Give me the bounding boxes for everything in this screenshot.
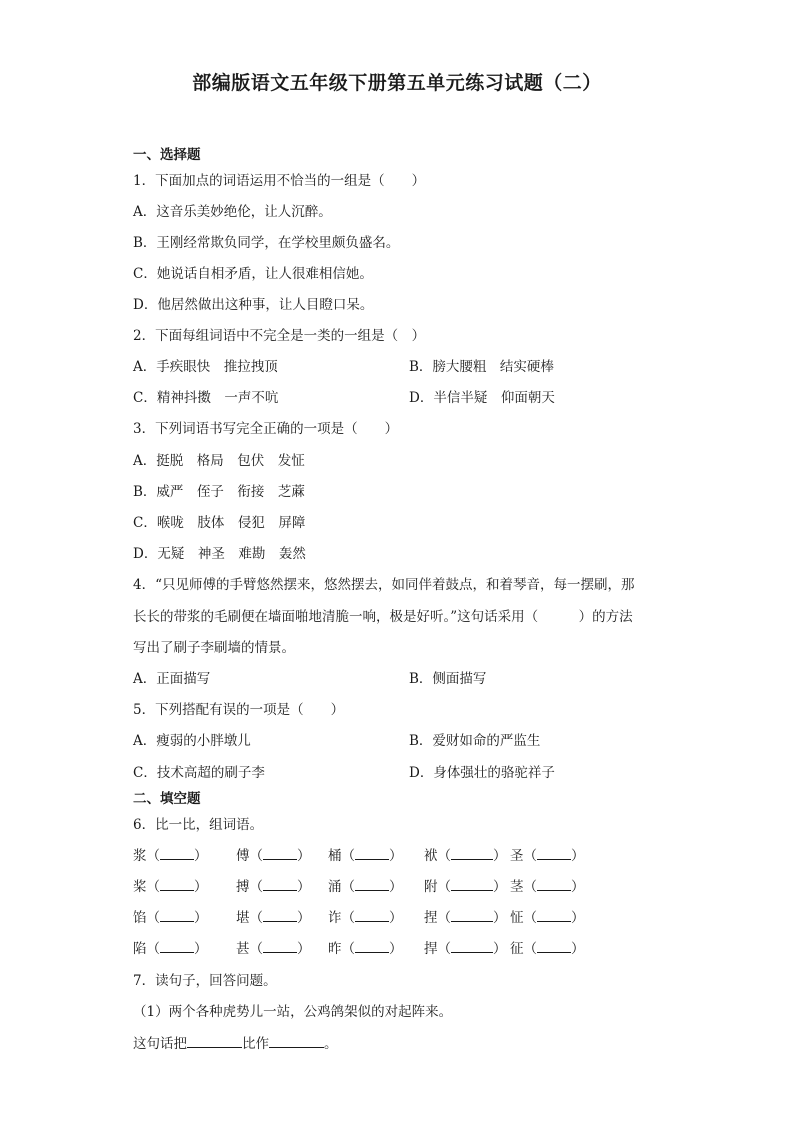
- q6-answer-blank[interactable]: [537, 847, 571, 860]
- q6-open-paren: （: [146, 848, 160, 864]
- q6-answer-blank[interactable]: [263, 940, 297, 953]
- q3-stem: 3．下列词语书写完全正确的一项是（ ）: [133, 421, 399, 437]
- q6-open-paren: （: [437, 848, 451, 864]
- q7-fill-pre: 这句话把: [133, 1036, 187, 1052]
- q6-open-paren: （: [341, 879, 355, 895]
- q4-line-1: 4．“只见师傅的手臂悠然摆来，悠然摆去，如同伴着鼓点，和着琴音，每一摆刷，那: [133, 577, 635, 593]
- q6-cell: [236, 847, 311, 865]
- q6-open-paren: （: [523, 848, 537, 864]
- q6-cell: [510, 878, 585, 896]
- q6-char: 茎: [510, 879, 524, 895]
- q3-option-c: C．喉咙 肢体 侵犯 屏障: [133, 515, 306, 531]
- q6-cell: [236, 878, 311, 896]
- q6-answer-blank[interactable]: [537, 878, 571, 891]
- q6-char: 桨: [133, 879, 147, 895]
- q4-line-2: 长长的带浆的毛刷便在墙面啪地清脆一响，极是好听。”这句话采用（ ）的方法: [133, 609, 633, 625]
- q6-answer-blank[interactable]: [263, 847, 297, 860]
- q6-cell: [236, 940, 311, 958]
- q6-char: 昨: [328, 941, 342, 957]
- q6-close-paren: ）: [389, 848, 403, 864]
- q5-option-d: D．身体强壮的骆驼祥子: [409, 765, 555, 781]
- q6-close-paren: ）: [493, 879, 507, 895]
- q6-char: 桶: [328, 848, 342, 864]
- q6-cell: [328, 878, 403, 896]
- q6-cell: [328, 909, 403, 927]
- q4-option-a: A．正面描写: [133, 671, 211, 687]
- q6-char: 怔: [510, 910, 524, 926]
- q1-option-a: A．这音乐美妙绝伦，让人沉醉。: [133, 204, 332, 220]
- q6-cell: [328, 940, 403, 958]
- q6-char: 搏: [236, 879, 250, 895]
- q6-answer-blank[interactable]: [451, 878, 493, 891]
- q6-cell: [424, 940, 507, 958]
- q6-close-paren: ）: [571, 848, 585, 864]
- q5-stem: 5．下列搭配有误的一项是（ ）: [133, 702, 345, 718]
- q6-char: 圣: [510, 848, 524, 864]
- q6-cell: [510, 909, 585, 927]
- q2-option-d: D．半信半疑 仰面朝天: [409, 390, 555, 406]
- q4-option-b: B．侧面描写: [409, 671, 487, 687]
- q1-stem: 1．下面加点的词语运用不恰当的一组是（ ）: [133, 173, 426, 189]
- q6-open-paren: （: [249, 941, 263, 957]
- q1-option-c: C．她说话自相矛盾，让人很难相信她。: [133, 266, 373, 282]
- q1-option-b: B．王刚经常欺负同学，在学校里颇负盛名。: [133, 235, 400, 251]
- q6-open-paren: （: [341, 848, 355, 864]
- q6-close-paren: ）: [571, 879, 585, 895]
- q3-option-b: B．威严 侄子 衔接 芝蔴: [133, 484, 305, 500]
- q5-option-b: B．爱财如命的严监生: [409, 733, 541, 749]
- q6-open-paren: （: [341, 941, 355, 957]
- section-heading-fill: 二、填空题: [133, 791, 201, 807]
- q6-open-paren: （: [249, 879, 263, 895]
- q6-char: 陷: [133, 941, 147, 957]
- q1-option-d: D．他居然做出这种事，让人目瞪口呆。: [133, 297, 374, 313]
- q6-answer-blank[interactable]: [160, 878, 194, 891]
- q6-answer-blank[interactable]: [160, 940, 194, 953]
- q7-stem: 7．读句子，回答问题。: [133, 973, 277, 989]
- q6-open-paren: （: [146, 910, 160, 926]
- q6-char: 堪: [236, 910, 250, 926]
- q6-answer-blank[interactable]: [451, 909, 493, 922]
- q6-close-paren: ）: [194, 910, 208, 926]
- q7-fill-mid: 比作: [242, 1036, 269, 1052]
- q6-close-paren: ）: [493, 848, 507, 864]
- q6-cell: [328, 847, 403, 865]
- q6-char: 捍: [424, 941, 438, 957]
- q6-cell: [510, 847, 585, 865]
- q6-close-paren: ）: [389, 941, 403, 957]
- q6-char: 浆: [133, 848, 147, 864]
- q6-open-paren: （: [249, 848, 263, 864]
- q6-open-paren: （: [341, 910, 355, 926]
- q2-option-a: A．手疾眼快 推拉拽顶: [133, 359, 278, 375]
- page-title: 部编版语文五年级下册第五单元练习试题（二）: [192, 72, 602, 94]
- q6-char: 甚: [236, 941, 250, 957]
- q6-answer-blank[interactable]: [537, 940, 571, 953]
- q6-char: 诈: [328, 910, 342, 926]
- q6-open-paren: （: [523, 941, 537, 957]
- q6-cell: [133, 909, 208, 927]
- q6-char: 涌: [328, 879, 342, 895]
- q6-answer-blank[interactable]: [355, 909, 389, 922]
- q6-open-paren: （: [437, 910, 451, 926]
- q3-option-d: D．无疑 神圣 难勘 轰然: [133, 546, 306, 562]
- q6-answer-blank[interactable]: [160, 847, 194, 860]
- q7-sub1: （1）两个各种虎势儿一站，公鸡鸽架似的对起阵来。: [133, 1004, 453, 1020]
- q6-close-paren: ）: [297, 879, 311, 895]
- q6-open-paren: （: [146, 879, 160, 895]
- q6-answer-blank[interactable]: [451, 847, 493, 860]
- q6-close-paren: ）: [297, 848, 311, 864]
- q6-cell: [133, 940, 208, 958]
- q6-open-paren: （: [249, 910, 263, 926]
- q6-close-paren: ）: [571, 941, 585, 957]
- q2-option-c: C．精神抖擞 一声不吭: [133, 390, 279, 406]
- q6-close-paren: ）: [389, 879, 403, 895]
- q3-option-a: A．挺脱 格局 包伏 发怔: [133, 453, 305, 469]
- q6-answer-blank[interactable]: [160, 909, 194, 922]
- q7-fill-end: 。: [324, 1036, 338, 1052]
- q6-char: 附: [424, 879, 438, 895]
- q6-cell: [424, 878, 507, 896]
- q6-open-paren: （: [437, 941, 451, 957]
- q6-close-paren: ）: [389, 910, 403, 926]
- q6-char: 征: [510, 941, 524, 957]
- q6-open-paren: （: [523, 879, 537, 895]
- q6-close-paren: ）: [493, 910, 507, 926]
- q6-cell: [424, 847, 507, 865]
- q6-stem: 6．比一比，组词语。: [133, 817, 264, 833]
- q6-answer-blank[interactable]: [355, 940, 389, 953]
- q6-open-paren: （: [523, 910, 537, 926]
- q6-cell: [510, 940, 585, 958]
- q6-answer-blank[interactable]: [451, 940, 493, 953]
- q6-close-paren: ）: [194, 879, 208, 895]
- q6-close-paren: ）: [194, 941, 208, 957]
- q6-char: 傅: [236, 848, 250, 864]
- q7-answer-blank-2[interactable]: [269, 1035, 324, 1048]
- q6-cell: [424, 909, 507, 927]
- q4-line-3: 写出了刷子李刷墙的情景。: [133, 640, 295, 656]
- q6-answer-blank[interactable]: [355, 847, 389, 860]
- q6-char: 袱: [424, 848, 438, 864]
- section-heading-choice: 一、选择题: [133, 147, 201, 163]
- q6-close-paren: ）: [571, 910, 585, 926]
- q5-option-a: A．瘦弱的小胖墩儿: [133, 733, 251, 749]
- q7-fill-line: [133, 1035, 338, 1053]
- q6-close-paren: ）: [297, 910, 311, 926]
- q6-answer-blank[interactable]: [263, 878, 297, 891]
- q5-option-c: C．技术高超的刷子李: [133, 765, 265, 781]
- q2-option-b: B．膀大腰粗 结实硬棒: [409, 359, 554, 375]
- q6-close-paren: ）: [194, 848, 208, 864]
- q6-close-paren: ）: [297, 941, 311, 957]
- q6-cell: [133, 878, 208, 896]
- q2-stem: 2．下面每组词语中不完全是一类的一组是（ ）: [133, 328, 426, 344]
- q6-open-paren: （: [146, 941, 160, 957]
- q6-answer-blank[interactable]: [355, 878, 389, 891]
- q6-char: 捏: [424, 910, 438, 926]
- q6-cell: [236, 909, 311, 927]
- q6-char: 馅: [133, 910, 147, 926]
- q6-close-paren: ）: [493, 941, 507, 957]
- q6-open-paren: （: [437, 879, 451, 895]
- q7-answer-blank-1[interactable]: [187, 1035, 242, 1048]
- q6-cell: [133, 847, 208, 865]
- q6-answer-blank[interactable]: [263, 909, 297, 922]
- q6-answer-blank[interactable]: [537, 909, 571, 922]
